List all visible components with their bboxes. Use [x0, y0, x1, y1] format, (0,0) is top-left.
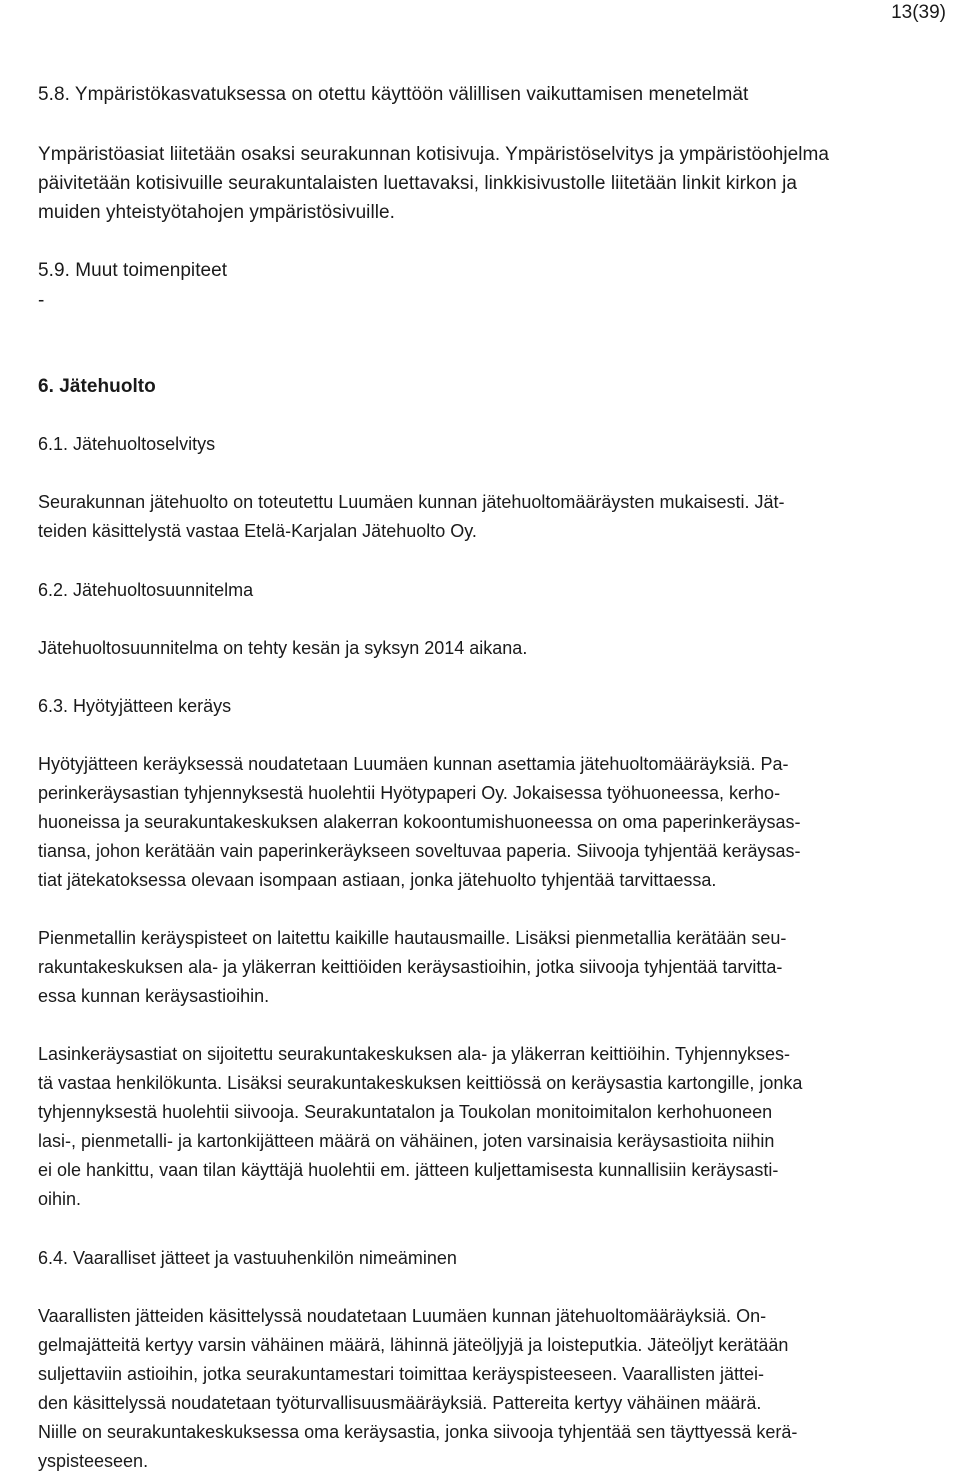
section-6-4-heading: [38, 1244, 950, 1273]
section-6-1-heading: [38, 430, 950, 459]
section-6-1-paragraph: [38, 488, 950, 546]
empty-list-dash: -: [38, 290, 45, 311]
paragraph-line: tyhjennyksestä huolehtii siivooja. Seurakuntatalon ja Toukolan monitoimitalon kerhohuoneen: [38, 1102, 773, 1122]
page-number: 13(39): [891, 2, 946, 23]
paragraph-line: Jätehuoltosuunnitelma on tehty kesän ja syksyn 2014 aikana.: [38, 638, 528, 658]
paragraph-line: tiansa, johon kerätään vain paperinkeräykseen soveltuvaa paperia. Siivooja tyhjentää keräysas-: [38, 841, 801, 861]
heading-text: 5.9. Muut toimenpiteet: [38, 260, 228, 281]
heading-text: 6.2. Jätehuoltosuunnitelma: [38, 580, 254, 600]
paragraph-line: Seurakunnan jätehuolto on toteutettu Luumäen kunnan jätehuoltomääräysten mukaisesti. Jät-: [38, 492, 785, 512]
heading-text: 6.1. Jätehuoltoselvitys: [38, 434, 216, 454]
section-6-3-paragraph-3: [38, 1040, 950, 1214]
paragraph-line: tä vastaa henkilökunta. Lisäksi seurakuntakeskuksen keittiössä on keräysastia kartongille, jonka: [38, 1073, 803, 1093]
paragraph-line: suljettaviin astioihin, jotka seurakuntamestari toimittaa keräyspisteeseen. Vaarallisten jättei-: [38, 1364, 765, 1384]
section-5-8-heading: [38, 80, 950, 109]
paragraph-line: teiden käsittelystä vastaa Etelä-Karjalan Jätehuolto Oy.: [38, 521, 477, 541]
section-6-3-heading: [38, 692, 950, 721]
section-6-4-paragraph: [38, 1302, 950, 1476]
paragraph-line: den käsittelyssä noudatetaan työturvallisuusmääräyksiä. Pattereita kertyy vähäinen määrä.: [38, 1393, 762, 1413]
heading-text: 6. Jätehuolto: [38, 376, 156, 397]
paragraph-line: Lasinkeräysastiat on sijoitettu seurakuntakeskuksen ala- ja yläkerran keittiöihin. Tyhjennykses-: [38, 1044, 791, 1064]
paragraph-line: oihin.: [38, 1189, 82, 1209]
heading-text: 6.3. Hyötyjätteen keräys: [38, 696, 232, 716]
section-6-3-paragraph-1: [38, 750, 950, 895]
paragraph-line: lasi-, pienmetalli- ja kartonkijätteen määrä on vähäinen, joten varsinaisia keräysastioita niihin: [38, 1131, 775, 1151]
paragraph-line: Niille on seurakuntakeskuksessa oma keräysastia, jonka siivooja tyhjentää sen täyttyessä kerä-: [38, 1422, 798, 1442]
paragraph-line: huoneissa ja seurakuntakeskuksen alakerran kokoontumishuoneessa on oma paperinkeräysas-: [38, 812, 801, 832]
paragraph-line: Hyötyjätteen keräyksessä noudatetaan Luumäen kunnan asettamia jätehuoltomääräyksiä. Pa-: [38, 754, 789, 774]
section-6-2-paragraph: [38, 634, 950, 663]
paragraph-line: ei ole hankittu, vaan tilan käyttäjä huolehtii em. jätteen kuljettamisesta kunnallisiin keräysasti-: [38, 1160, 779, 1180]
section-6-heading: [38, 372, 950, 401]
section-6-3-paragraph-2: [38, 924, 950, 1011]
paragraph-line: gelmajätteitä kertyy varsin vähäinen määrä, lähinnä jäteöljyjä ja loisteputkia. Jäteöljyt kerätään: [38, 1335, 789, 1355]
heading-text: 5.8. Ympäristökasvatuksessa on otettu käyttöön välillisen vaikuttamisen menetelmät: [38, 84, 749, 105]
paragraph-line: Pienmetallin keräyspisteet on laitettu kaikille hautausmaille. Lisäksi pienmetallia kerätään seu-: [38, 928, 787, 948]
paragraph-line: perinkeräysastian tyhjennyksestä huolehtii Hyötypaperi Oy. Jokaisessa työhuoneessa, kerho-: [38, 783, 781, 803]
section-5-9-heading: [38, 256, 950, 285]
paragraph-line: Ympäristöasiat liitetään osaksi seurakunnan kotisivuja. Ympäristöselvitys ja ympäristöohjelma: [38, 144, 830, 165]
paragraph-line: päivitetään kotisivuille seurakuntalaisten luettavaksi, linkkisivustolle liitetään linkit kirkon ja: [38, 173, 797, 194]
paragraph-line: rakuntakeskuksen ala- ja yläkerran keittiöiden keräysastioihin, jotka siivooja tyhjentää tarvitta-: [38, 957, 783, 977]
section-6-2-heading: [38, 576, 950, 605]
heading-text: 6.4. Vaaralliset jätteet ja vastuuhenkilön nimeäminen: [38, 1248, 457, 1268]
paragraph-line: yspisteeseen.: [38, 1451, 149, 1471]
section-5-8-paragraph: [38, 140, 950, 227]
paragraph-line: muiden yhteistyötahojen ympäristösivuille.: [38, 202, 395, 223]
paragraph-line: essa kunnan keräysastioihin.: [38, 986, 270, 1006]
paragraph-line: Vaarallisten jätteiden käsittelyssä noudatetaan Luumäen kunnan jätehuoltomääräyksiä. On-: [38, 1306, 767, 1326]
paragraph-line: tiat jätekatoksessa olevaan isompaan astiaan, jonka jätehuolto tyhjentää tarvittaessa.: [38, 870, 717, 890]
